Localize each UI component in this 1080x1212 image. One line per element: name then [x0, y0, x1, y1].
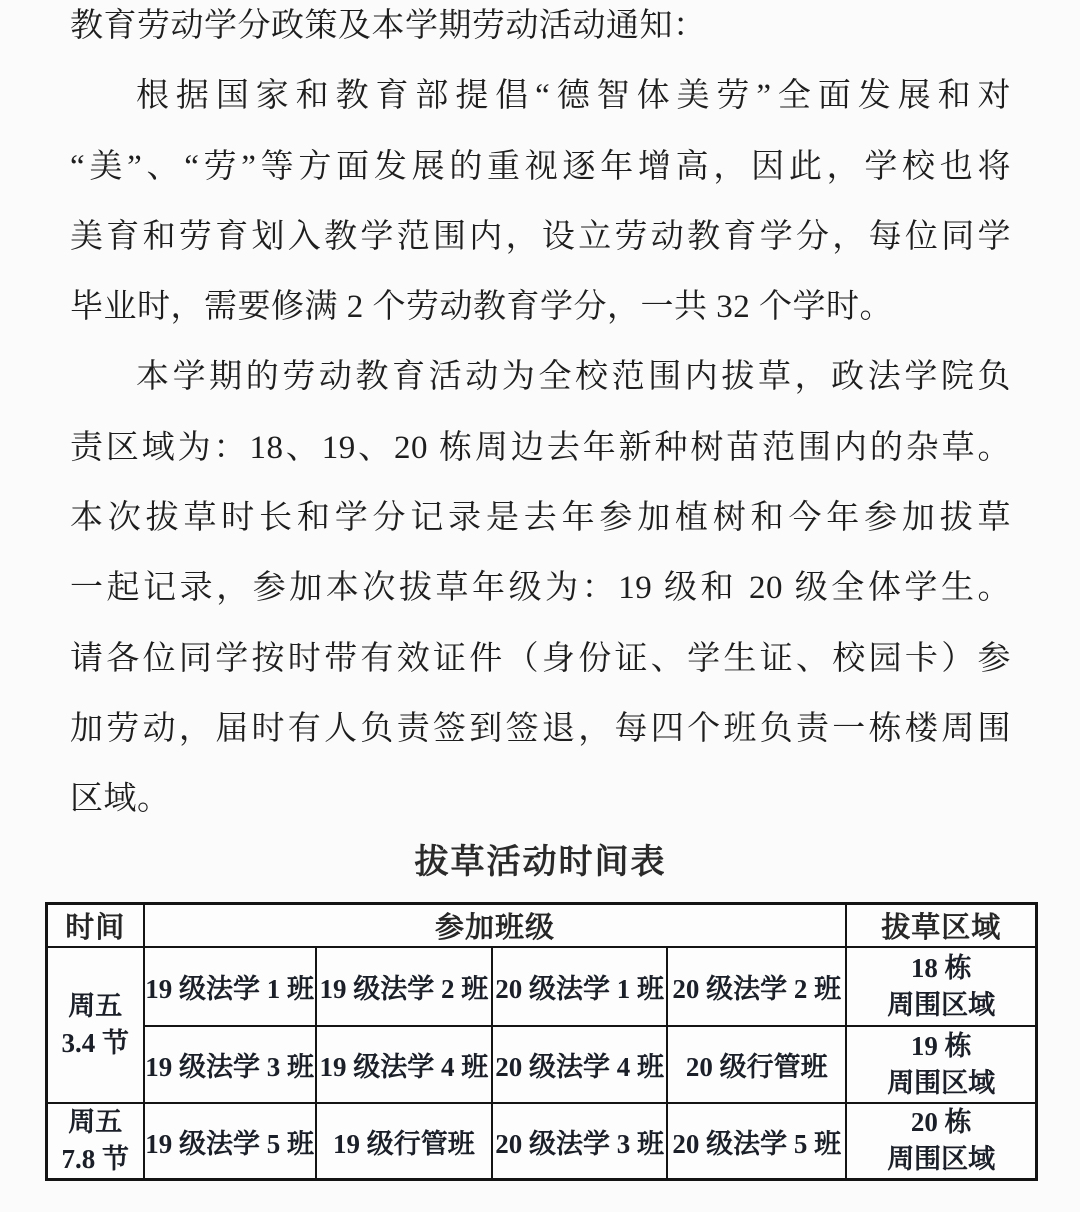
area-cell [846, 1103, 1036, 1180]
time-cell [47, 1103, 144, 1180]
time-period: 7.8 节 [61, 1144, 129, 1174]
class-cell: 20 级法学 4 班 [492, 1026, 667, 1103]
class-cell: 19 级法学 3 班 [144, 1026, 316, 1103]
notice-line: 区域。 [70, 781, 171, 818]
notice-line: 本学期的劳动教育活动为全校范围内拔草，政法学院负 [136, 359, 1011, 396]
area-cell [846, 1026, 1036, 1103]
area-zone: 周围区域 [887, 1067, 996, 1098]
time-day: 周五 [68, 991, 123, 1021]
time-day: 周五 [68, 1107, 123, 1137]
time-period: 3.4 节 [61, 1028, 129, 1058]
notice-line: “美”、“劳”等方面发展的重视逐年增高，因此，学校也将 [70, 148, 1011, 185]
header-cell-time: 时间 [47, 904, 144, 948]
notice-heading: 教育劳动学分政策及本学期劳动活动通知： [70, 8, 707, 44]
table-title: 拔草活动时间表 [414, 844, 667, 881]
table-row [47, 1103, 1037, 1180]
notice-body [70, 0, 1011, 835]
time-cell [47, 947, 144, 1103]
notice-line: 美育和劳育划入教学范围内，设立劳动教育学分，每位同学 [70, 218, 1011, 255]
notice-line: 加劳动，届时有人负责签到签退，每四个班负责一栋楼周围 [70, 710, 1011, 747]
notice-line: 根据国家和教育部提倡“德智体美劳”全面发展和对 [136, 78, 1011, 115]
class-cell: 19 级行管班 [316, 1103, 492, 1180]
table-row [47, 1026, 1037, 1103]
notice-line: 本次拔草时长和学分记录是去年参加植树和今年参加拔草 [70, 500, 1011, 537]
class-cell: 20 级行管班 [667, 1026, 846, 1103]
area-zone: 周围区域 [887, 1144, 996, 1174]
class-cell: 19 级法学 4 班 [316, 1026, 492, 1103]
class-cell: 19 级法学 2 班 [316, 947, 492, 1026]
header-cell-classes: 参加班级 [144, 904, 847, 948]
class-cell: 20 级法学 3 班 [492, 1103, 667, 1180]
area-building: 18 栋 [910, 952, 972, 983]
notice-line: 毕业时，需要修满 2 个劳动教育学分，一共 32 个学时。 [70, 289, 893, 326]
area-building: 20 栋 [910, 1107, 972, 1137]
class-cell: 20 级法学 2 班 [667, 947, 846, 1026]
notice-line: 一起记录，参加本次拔草年级为：19 级和 20 级全体学生。 [70, 570, 1011, 607]
class-cell: 19 级法学 5 班 [144, 1103, 316, 1180]
notice-line: 责区域为：18、19、20 栋周边去年新种树苗范围内的杂草。 [70, 429, 1011, 466]
table-header-row [47, 904, 1037, 948]
class-cell: 19 级法学 1 班 [144, 947, 316, 1026]
class-cell: 20 级法学 1 班 [492, 947, 667, 1026]
area-cell [846, 947, 1036, 1026]
table-row [47, 947, 1037, 1026]
area-zone: 周围区域 [887, 989, 996, 1020]
header-cell-area: 拔草区域 [846, 904, 1036, 948]
notice-line: 请各位同学按时带有效证件（身份证、学生证、校园卡）参 [70, 640, 1011, 677]
schedule-table [45, 902, 1038, 1181]
class-cell: 20 级法学 5 班 [667, 1103, 846, 1180]
area-building: 19 栋 [910, 1030, 972, 1061]
